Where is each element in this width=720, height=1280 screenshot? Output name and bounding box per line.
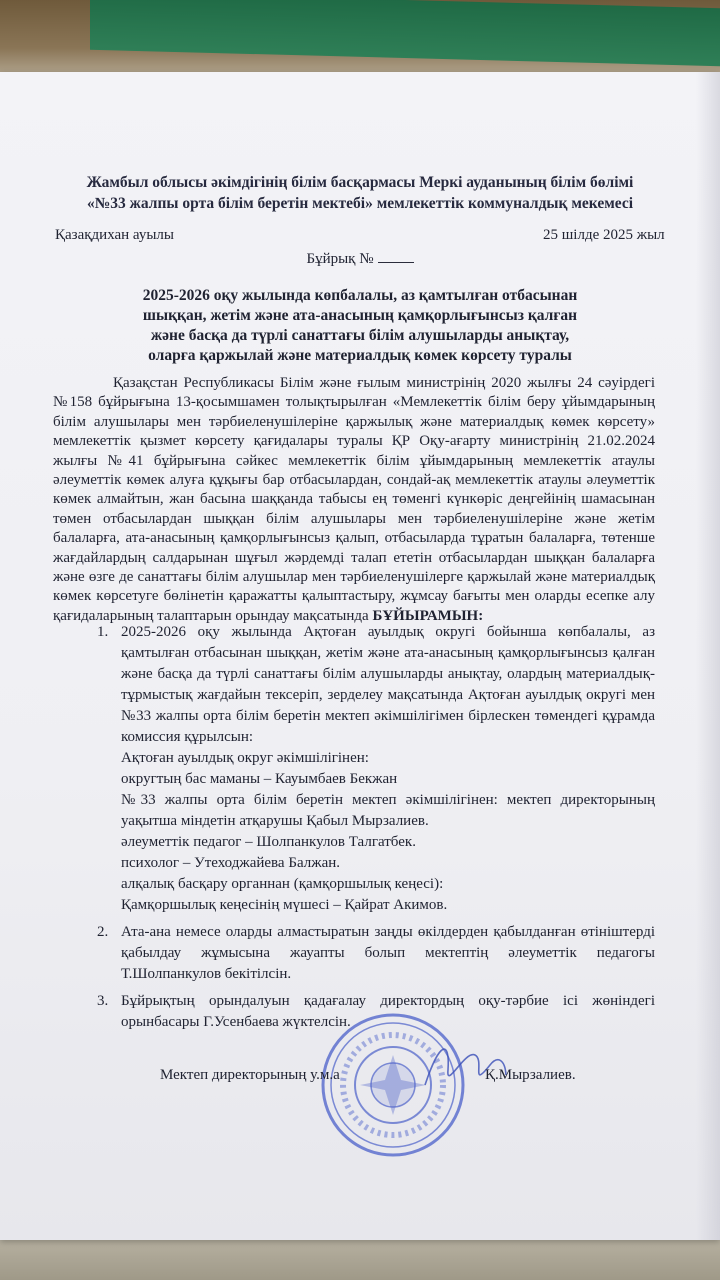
header-line-2: «№33 жалпы орта білім беретін мектебі» мемлекеттік коммуналдық мекемесі: [86, 195, 634, 212]
order-items: [53, 622, 655, 1033]
item-text: Бұйрықтың орындалуын қадағалау директордың оқу-тәрбие ісі жөніндегі орынбасары Г.Усенбаева жүктелсін.: [121, 993, 655, 1030]
item-number: 1.: [97, 624, 109, 640]
desk-bottom: [0, 1235, 720, 1280]
order-keyword: БҰЙЫРАМЫН:: [372, 607, 484, 624]
order-label: Бұйрық №: [306, 251, 374, 267]
intro-paragraph: [53, 374, 655, 626]
subject-line-3: және басқа да түрлі санаттағы білім алушыларды анықтау,: [150, 327, 570, 344]
order-item-1: [53, 622, 655, 748]
signer-name: Қ.Мырзалиев.: [485, 1067, 576, 1083]
commission-member: алқалық басқару органнан (қамқоршылық кеңесі):: [121, 876, 444, 892]
order-number-blank: [378, 248, 414, 263]
order-item-2: [53, 922, 655, 985]
order-number: [0, 248, 720, 268]
commission-member: әлеуметтік педагог – Шолпанкулов Талгатбек.: [121, 834, 416, 850]
subject-line-2: шыққан, жетім және ата-анасының қамқорлығынсыз қалған: [142, 307, 578, 324]
commission-member: Қамқоршылық кеңесінің мүшесі – Қайрат Акимов.: [121, 897, 448, 913]
commission-member: округтың бас маманы – Кауымбаев Бекжан: [121, 771, 398, 787]
commission-member: №33 жалпы орта білім беретін мектеп әкімшілігінен: мектеп директорының уақытша міндетін атқарушы Қабыл Мырзалиев.: [121, 792, 655, 829]
item-text: Ата-ана немесе оларды алмастыратын заңды өкілдерден қабылданған өтініштерді қабылдау жұмысына жауапты болып мектептің әлеуметтік педагогы Т.Шолпанкулов бекітілсін.: [121, 924, 655, 982]
item-number: 3.: [97, 993, 109, 1009]
subject-line-1: 2025-2026 оқу жылында көпбалалы, аз қамтылған отбасынан: [142, 287, 578, 304]
commission-member: психолог – Утеходжайева Балжан.: [121, 855, 341, 871]
document-date: 25 шілде 2025 жыл: [543, 227, 665, 243]
intro-text: Қазақстан Республикасы Білім және ғылым министрінің 2020 жылғы 24 сәуірдегі №158 бұйрығына 13-қосымшамен толықтырылған «Мемлекеттік білім беру ұйымдарының білім алушылары мен тәрбиеленушілеріне қаржылық және материалдық көмек көрсету» мемлекеттік қызмет көрсету қағидалары туралы ҚР Оқу-ағарту министрінің 21.02.2024 жылғы №41 бұйрығына сәйкес мемлекеттік білім ұйымдарының мемлекеттік атаулы әлеуметтік көмек алуға құқығы бар отбасылардан, сондай-ақ мемлекеттік атаулы әлеуметтік көмек алмайтын, жан басына шаққанда табысы ең төменгі күнкөріс деңгейінің шамасынан төмен отбасылардан шыққан білім алушылары мен тәрбиеленушілеріне және жетім балаларға, ата-анасының қамқорлығынсыз қалып, отбасыларда тұратын балаларға, төтенше жағдайлардың салдарынан шұғыл жәрдемді талап ететін отбасылардан шыққан балаларға және өзге де санаттағы білім алушылар мен тәрбиеленушілерге қаржылай және материалдық көмек көрсетуге бөлінетін қаражатты қалыптастыру, жұмсау бағыты мен оларды есепке алу қағидаларының талаптарын орындау мақсатында: [53, 375, 655, 624]
order-subject: [0, 286, 720, 366]
commission-member: Ақтоған ауылдық округ әкімшілігінен:: [121, 750, 369, 766]
document-header: [0, 172, 720, 214]
subject-line-4: оларға қаржылай және материалдық көмек көрсету туралы: [148, 347, 572, 364]
header-line-1: Жамбыл облысы әкімдігінің білім басқармасы Меркі ауданының білім бөлімі: [86, 174, 634, 191]
item-text: 2025-2026 оқу жылында Ақтоған ауылдық округі бойынша көпбалалы, аз қамтылған отбасынан шыққан, жетім және ата-анасының қамқорлығынсыз қалған және басқа да түрлі санаттағы білім алушыларды анықтау, олардың материалдық-тұрмыстық жағдайын тексеріп, зерделеу мақсатында Ақтоған ауылдық округі мен №33 жалпы орта білім беретін мектеп әкімшілігімен бірлескен төмендегі құрамда комиссия құрылсын:: [121, 624, 655, 745]
signature-title: Мектеп директорының у.м.а: [160, 1067, 340, 1083]
handwritten-signature: [420, 1030, 510, 1100]
item-number: 2.: [97, 924, 109, 940]
document-place: Қазақдихан ауылы: [55, 227, 174, 243]
